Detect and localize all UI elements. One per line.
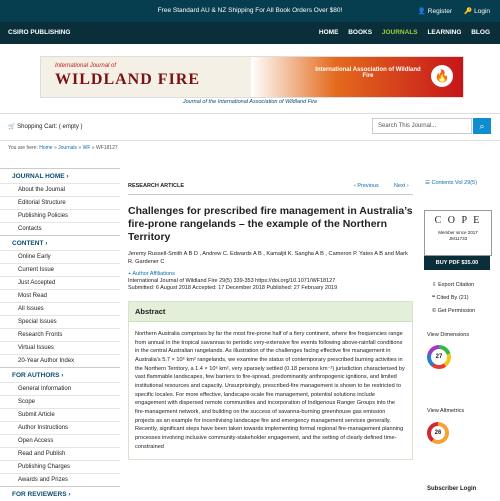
breadcrumb: You are here: Home » Journals » WF » WF18127 (8, 145, 118, 151)
sidebar-item[interactable]: Editorial Structure (0, 196, 120, 209)
sidebar-heading[interactable]: FOR REVIEWERS › (0, 486, 120, 501)
sidebar-item[interactable]: Contacts (0, 222, 120, 235)
contents-link[interactable]: ☰ Contents Vol 29(5) (425, 180, 478, 186)
sidebar-item[interactable]: About the Journal (0, 183, 120, 196)
nav-home[interactable]: HOME (318, 29, 339, 36)
sidebar-item[interactable]: General Information (0, 382, 120, 395)
sidebar-item[interactable]: Current Issue (0, 263, 120, 276)
promo-bar (0, 0, 500, 22)
nav-blog[interactable]: BLOG (471, 29, 490, 36)
sidebar-item[interactable]: Open Access (0, 434, 120, 447)
breadcrumb-wf[interactable]: WF (82, 145, 91, 151)
cope-member: Member since 2017 (438, 230, 478, 235)
sidebar-item[interactable]: Submit Article (0, 408, 120, 421)
sidebar-item[interactable]: Publishing Charges (0, 460, 120, 473)
sidebar-item[interactable]: Just Accepted (0, 276, 120, 289)
next-link[interactable]: Next › (394, 183, 409, 189)
cope-code: JM11733 (448, 236, 468, 241)
sidebar-item[interactable]: Author Instructions (0, 421, 120, 434)
altmetric-score: 26 (431, 426, 445, 440)
altmetric-badge[interactable] (427, 422, 449, 444)
sidebar-item[interactable]: Research Fronts (0, 328, 120, 341)
article-main (128, 180, 413, 460)
abstract-heading: Abstract (129, 302, 412, 322)
breadcrumb-journals[interactable]: Journals (58, 145, 78, 151)
previous-link[interactable]: ‹ Previous (354, 183, 379, 189)
promo-message: Free Standard AU & NZ Shipping For All Book Orders Over $80! (157, 7, 343, 14)
subscriber-login[interactable]: Subscriber Login (427, 486, 477, 492)
journal-subtitle: Journal of the International Association of Wildland Fire (182, 99, 318, 105)
cited-by-link[interactable]: ❝ Cited By (21) (432, 295, 469, 301)
article-authors[interactable]: Jeremy Russell-Smith A B D , Andrew C. Edwards A B , Kamaljit K. Sangha A B , Cameron P. Yates A B and Mark R. Gardener C (128, 251, 408, 266)
search-input[interactable]: Search This Journal... (372, 118, 472, 134)
sidebar-item[interactable]: Awards and Prizes (0, 473, 120, 486)
main-menu (311, 29, 490, 36)
cope-logo: C O P E (434, 215, 482, 226)
citation: International Journal of Wildland Fire 29(5) 339-353 https://doi.org/10.1071/WF18127 (128, 277, 336, 284)
sidebar-item[interactable]: Online Early (0, 250, 120, 263)
article-title: Challenges for prescribed fire management in Australia’s fire-prone rangelands – the example of the Northern Territory (128, 205, 413, 244)
brand-logo[interactable]: CSIRO PUBLISHING (8, 29, 71, 36)
breadcrumb-current: WF18127 (95, 145, 118, 151)
article-type-bar (128, 180, 413, 195)
nav-books[interactable]: BOOKS (348, 29, 373, 36)
sidebar-item[interactable]: Read and Publish (0, 447, 120, 460)
sidebar-item[interactable]: Most Read (0, 289, 120, 302)
sidebar-item[interactable]: All Issues (0, 302, 120, 315)
sidebar-item[interactable]: Virtual Issues (0, 341, 120, 354)
author-affiliations[interactable]: + Author Affiliations (128, 270, 175, 277)
cart-search-bar (0, 113, 500, 141)
dimensions-heading: View Dimensions (427, 332, 470, 338)
abstract-text: Northern Australia comprises by far the most fire-prone half of a fiery continent, where fire frequencies range from annual in the tropical savannas to periodic very-extensive fire events following above-rainfall conditions in the central Australian rangelands. As illustration of the challenges facing effective fire management in Australia’s 5.7 × 10⁶ km² rangelands, we examine the status of contemporary prescribed burning activities in the Northern Territory, a 1.4 × 10⁶ km², very sparsely settled (0.18 persons km⁻²) jurisdiction characterised by vast flammable landscapes, few barriers to fire-spread, predominantly anthropogenic ignitions, and limited institutional resources and capacity. Unsurprisingly, prescribed-fire management is shown to be restricted to specific locales. For more effective, landscape-scale fire management, potential solutions include engagement with dispersed remote communities and incorporation of Indigenous Ranger Groups into the fire-management network, and building on the success of savanna-burning greenhouse gas emission projects as an example for incentivising landscape fire and emergency management services generally. Recently, significant steps have been taken towards implementing formal regional fire-management planning processes involving inclusive community-stakeholder engagement, and the setting of clearly defined time-constrained (129, 322, 412, 459)
nav-journals[interactable]: JOURNALS (381, 29, 418, 36)
top-navigation (0, 22, 500, 44)
sidebar-heading[interactable]: CONTENT › (0, 235, 120, 250)
cope-badge[interactable] (424, 210, 492, 256)
altmetrics-heading: View Altmetrics (427, 408, 465, 414)
nav-learning[interactable]: LEARNING (427, 29, 462, 36)
buy-pdf-button[interactable]: BUY PDF $35.00 (424, 256, 490, 270)
search-icon: ⌕ (479, 121, 485, 131)
banner-association: International Association of Wildland Fire (315, 67, 421, 79)
journal-banner[interactable] (40, 56, 464, 98)
abstract-box (128, 301, 413, 460)
sidebar-item[interactable]: 20-Year Author Index (0, 354, 120, 367)
dimensions-badge[interactable] (427, 345, 451, 369)
banner-intl: International Journal of (55, 63, 117, 69)
register-link[interactable]: 👤 Register (417, 8, 452, 15)
search-button[interactable] (473, 118, 491, 134)
sidebar-heading[interactable]: FOR AUTHORS › (0, 367, 120, 382)
sidebar-item[interactable]: Publishing Policies (0, 209, 120, 222)
flame-icon: 🔥 (431, 65, 453, 87)
get-permission-link[interactable]: © Get Permission (432, 308, 476, 314)
sidebar-heading[interactable]: JOURNAL HOME › (0, 168, 120, 183)
sidebar-item[interactable]: Special Issues (0, 315, 120, 328)
article-type: RESEARCH ARTICLE (128, 183, 185, 189)
breadcrumb-home[interactable]: Home (39, 145, 53, 151)
sidebar (0, 168, 120, 501)
article-dates: Submitted: 6 August 2018 Accepted: 17 December 2018 Published: 27 February 2019 (128, 285, 338, 292)
sidebar-item[interactable]: Scope (0, 395, 120, 408)
banner-title: WILDLAND FIRE (55, 71, 201, 88)
shopping-cart[interactable]: 🛒 Shopping Cart: ( empty ) (8, 124, 83, 130)
export-citation-link[interactable]: ⇩ Export Citation (432, 282, 475, 288)
dimensions-count: 27 (431, 349, 447, 365)
login-link[interactable]: 🔑 Login (464, 8, 490, 15)
